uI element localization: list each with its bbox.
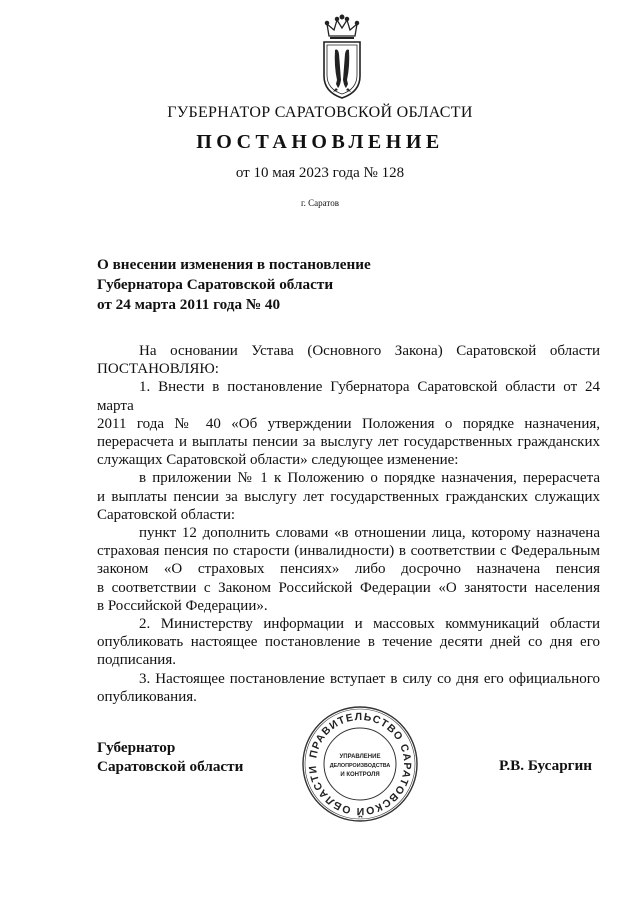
body-line: 3. Настоящее постановление вступает в силу со дня его официального xyxy=(139,670,600,687)
body-line: На основании Устава (Основного Закона) Саратовской области xyxy=(139,343,600,359)
issuer-title: ГУБЕРНАТОР САРАТОВСКОЙ ОБЛАСТИ xyxy=(167,104,473,121)
official-seal-icon xyxy=(301,705,419,823)
body-line: 2011 года № 40 «Об утверждении Положения о порядке назначения, xyxy=(97,415,600,432)
signatory-title xyxy=(97,738,243,776)
signatory-title-line: Саратовской области xyxy=(97,758,244,775)
body-line: опубликования. xyxy=(97,688,197,705)
document-subject xyxy=(97,255,417,315)
body-line: 2. Министерству информации и массовых коммуникаций области xyxy=(139,616,600,633)
seal-center-line: И КОНТРОЛЯ xyxy=(340,772,380,778)
body-line: служащих Саратовской области» следующее изменение: xyxy=(97,452,459,469)
subject-line: Губернатора Саратовской области xyxy=(97,276,334,293)
subject-line: от 24 марта 2011 года № 40 xyxy=(97,296,281,313)
seal-center-line: ДЕЛОПРОИЗВОДСТВА xyxy=(329,763,391,769)
body-line: в соответствии с Законом Российской Федерации «О занятости населения xyxy=(97,579,600,596)
document-type: ПОСТАНОВЛЕНИЕ xyxy=(196,131,444,153)
body-line: страховая пенсия по старости (инвалидности) в соответствии с Федеральным xyxy=(97,543,600,560)
body-line: в Российской Федерации». xyxy=(97,597,268,614)
signatory-name: Р.В. Бусаргин xyxy=(499,757,593,774)
body-line: опубликовать настоящее постановление в течение десяти дней со дня его xyxy=(97,634,600,651)
subject-line: О внесении изменения в постановление xyxy=(97,256,371,273)
body-line: ПОСТАНОВЛЯЮ: xyxy=(97,361,219,378)
body-line: законом «О страховых пенсиях» либо досрочно назначена пенсия xyxy=(97,561,600,578)
document-city: г. Саратов xyxy=(301,198,339,208)
body-line: перерасчета и выплаты пенсии за выслугу лет государственных гражданских xyxy=(97,434,600,451)
seal-ring-text: ПРАВИТЕЛЬСТВО САРАТОВСКОЙ ОБЛАСТИ xyxy=(306,710,414,818)
document-body xyxy=(97,342,600,706)
saratov-coat-of-arms-icon xyxy=(319,14,365,100)
body-line: 1. Внести в постановление Губернатора Саратовской области от 24 марта xyxy=(97,379,600,414)
body-line: в приложении № 1 к Положению о порядке назначения, перерасчета xyxy=(139,470,600,487)
body-line: подписания. xyxy=(97,652,176,669)
body-line: пункт 12 дополнить словами «в отношении лица, которому назначена xyxy=(139,525,600,542)
body-line: и выплаты пенсии за выслугу лет государственных гражданских служащих xyxy=(97,488,600,505)
body-line: Саратовской области: xyxy=(97,506,236,523)
seal-center-line: УПРАВЛЕНИЕ xyxy=(339,754,381,760)
document-date-number: от 10 мая 2023 года № 128 xyxy=(235,165,405,181)
signatory-title-line: Губернатор xyxy=(97,739,176,756)
